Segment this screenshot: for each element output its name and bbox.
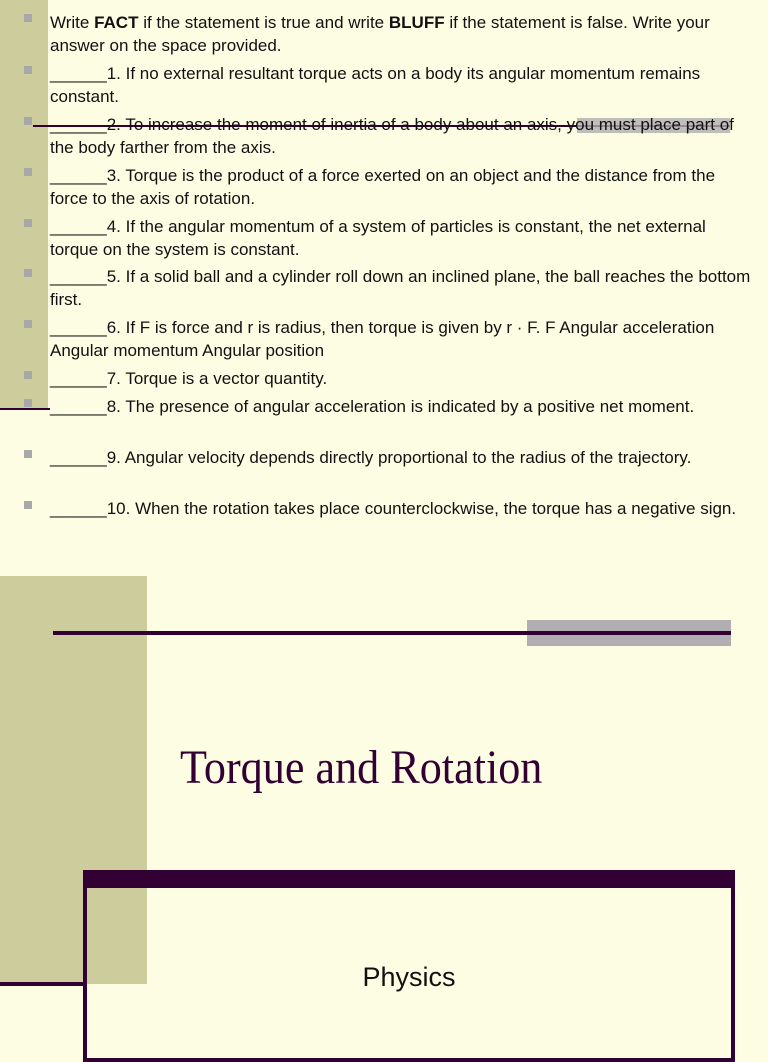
slide2-divider-line xyxy=(53,631,731,635)
bullet-icon xyxy=(24,371,32,379)
statement-item: ______2. To increase the moment of inertia of a body about an axis, you must place part of the body farther from the axis. xyxy=(50,115,734,157)
statement-item: ______1. If no external resultant torque acts on a body its angular momentum remains constant. xyxy=(50,64,701,106)
statement-item: ______7. Torque is a vector quantity. xyxy=(50,369,328,388)
statement-item: ______10. When the rotation takes place counterclockwise, the torque has a negative sign. xyxy=(50,499,737,518)
statement-item: ______4. If the angular momentum of a system of particles is constant, the net external torque on the system is constant. xyxy=(50,217,706,259)
bullet-icon xyxy=(24,320,32,328)
bullet-icon xyxy=(24,501,32,509)
slide-title: Torque and Rotation xyxy=(180,741,543,794)
statement-item: ______3. Torque is the product of a force exerted on an object and the distance from the force to the axis of rotation. xyxy=(50,166,716,208)
statement-item: ______5. If a solid ball and a cylinder roll down an inclined plane, the ball reaches the bottom first. xyxy=(50,267,751,309)
bullet-icon xyxy=(24,117,32,125)
statement-item: ______6. If F is force and r is radius, then torque is given by r · F. F Angular acceleration Angular momentum Angular position xyxy=(50,318,715,360)
slide-subtitle: Physics xyxy=(362,962,456,992)
instruction-text: Write FACT if the statement is true and write BLUFF if the statement is false. Write your answer on the space provided. xyxy=(50,13,710,55)
bullet-icon xyxy=(24,14,32,22)
bullet-icon xyxy=(24,399,32,407)
bullet-icon xyxy=(24,66,32,74)
statement-item: ______9. Angular velocity depends directly proportional to the radius of the trajectory. xyxy=(50,448,692,467)
statement-item: ______8. The presence of angular acceleration is indicated by a positive net moment. xyxy=(50,397,695,416)
bullet-icon xyxy=(24,450,32,458)
bullet-icon xyxy=(24,269,32,277)
slide1-band-line xyxy=(0,408,50,410)
slide2-band-line xyxy=(0,982,85,986)
bullet-icon xyxy=(24,219,32,227)
slide1-side-band xyxy=(0,0,48,408)
bullet-icon xyxy=(24,168,32,176)
